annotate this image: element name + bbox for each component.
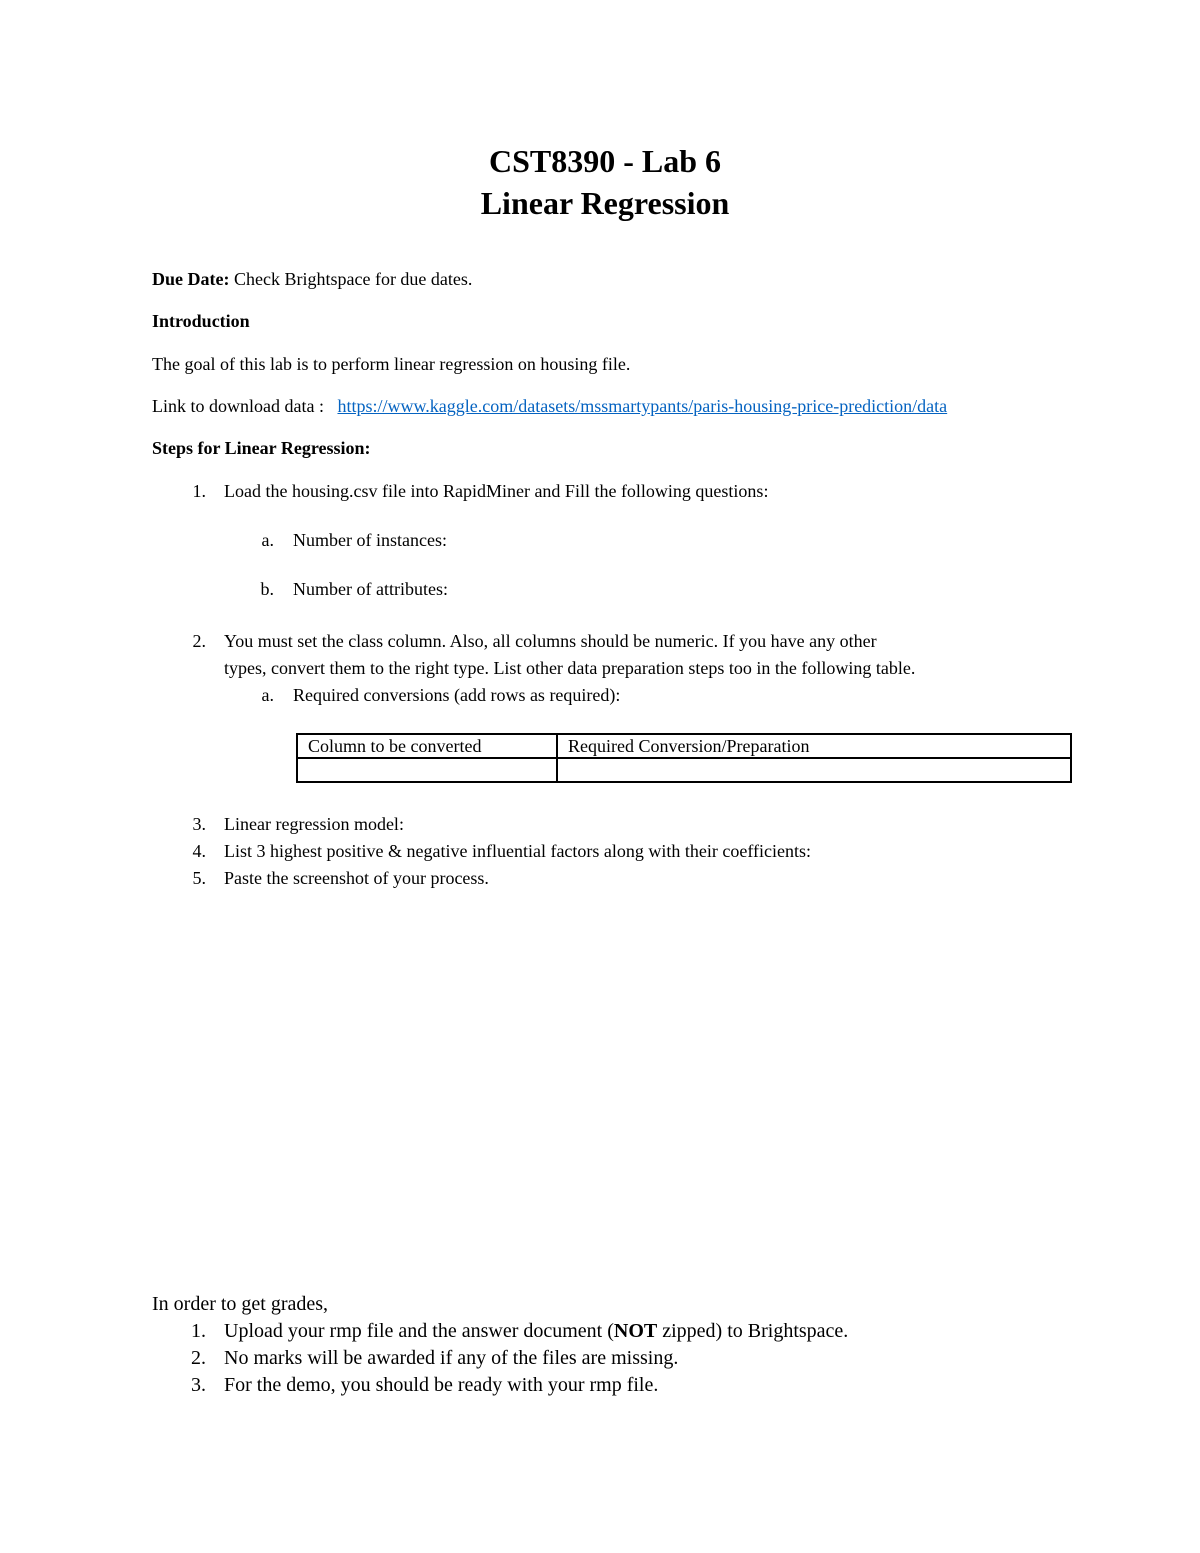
step-text: Linear regression model: — [224, 814, 404, 834]
step-number: 3. — [192, 814, 206, 834]
download-line — [152, 395, 947, 417]
due-date-text: Check Brightspace for due dates. — [233, 269, 473, 289]
grades-number: 1. — [191, 1320, 206, 1342]
step-text-continued: types, convert them to the right type. List other data preparation steps too in the following table. — [224, 658, 916, 678]
due-date-label: Due Date: — [152, 269, 230, 289]
grades-text-part: Upload your rmp file and the answer document ( — [224, 1320, 614, 1342]
step-text: List 3 highest positive & negative influential factors along with their coefficients: — [224, 841, 812, 861]
table-cell[interactable] — [297, 758, 557, 782]
step-text: Load the housing.csv file into RapidMiner and Fill the following questions: — [224, 481, 769, 501]
due-date — [152, 268, 472, 290]
page-subtitle: Linear Regression — [480, 185, 730, 221]
step-number: 1. — [192, 481, 206, 501]
table-header-cell: Column to be converted — [297, 734, 557, 758]
grades-text-emphasis: NOT — [613, 1320, 658, 1342]
sub-step-letter: b. — [260, 579, 274, 599]
sub-step-text: Number of attributes: — [293, 579, 448, 599]
sub-step-letter: a. — [261, 530, 274, 550]
intro-goal: The goal of this lab is to perform linear regression on housing file. — [152, 354, 631, 374]
sub-step-letter: a. — [261, 685, 274, 705]
step-number: 5. — [192, 868, 206, 888]
grades-text: For the demo, you should be ready with your rmp file. — [224, 1374, 659, 1396]
step-number: 4. — [192, 841, 206, 861]
grades-intro: In order to get grades, — [152, 1293, 329, 1315]
sub-step-text: Number of instances: — [293, 530, 447, 550]
table-header-row — [297, 734, 1071, 758]
download-link[interactable]: https://www.kaggle.com/datasets/mssmartypants/paris-housing-price-prediction/data — [337, 396, 948, 416]
intro-heading: Introduction — [152, 311, 250, 331]
page-title: CST8390 - Lab 6 — [488, 143, 722, 179]
steps-heading: Steps for Linear Regression: — [152, 438, 371, 458]
title-block — [0, 140, 1200, 224]
step-text: You must set the class column. Also, all columns should be numeric. If you have any other — [224, 631, 877, 651]
grades-number: 3. — [191, 1374, 206, 1396]
table-cell[interactable] — [557, 758, 1071, 782]
table-row — [297, 758, 1071, 782]
sub-step-text: Required conversions (add rows as required): — [293, 685, 621, 705]
table-header-cell: Required Conversion/Preparation — [557, 734, 1071, 758]
step-text: Paste the screenshot of your process. — [224, 868, 489, 888]
grades-text-part: zipped) to Brightspace. — [657, 1320, 849, 1342]
grades-text — [224, 1318, 848, 1344]
download-label: Link to download data : — [152, 396, 324, 416]
grades-number: 2. — [191, 1347, 206, 1369]
grades-text: No marks will be awarded if any of the files are missing. — [224, 1347, 679, 1369]
conversions-table — [296, 733, 1072, 783]
step-number: 2. — [192, 631, 206, 651]
